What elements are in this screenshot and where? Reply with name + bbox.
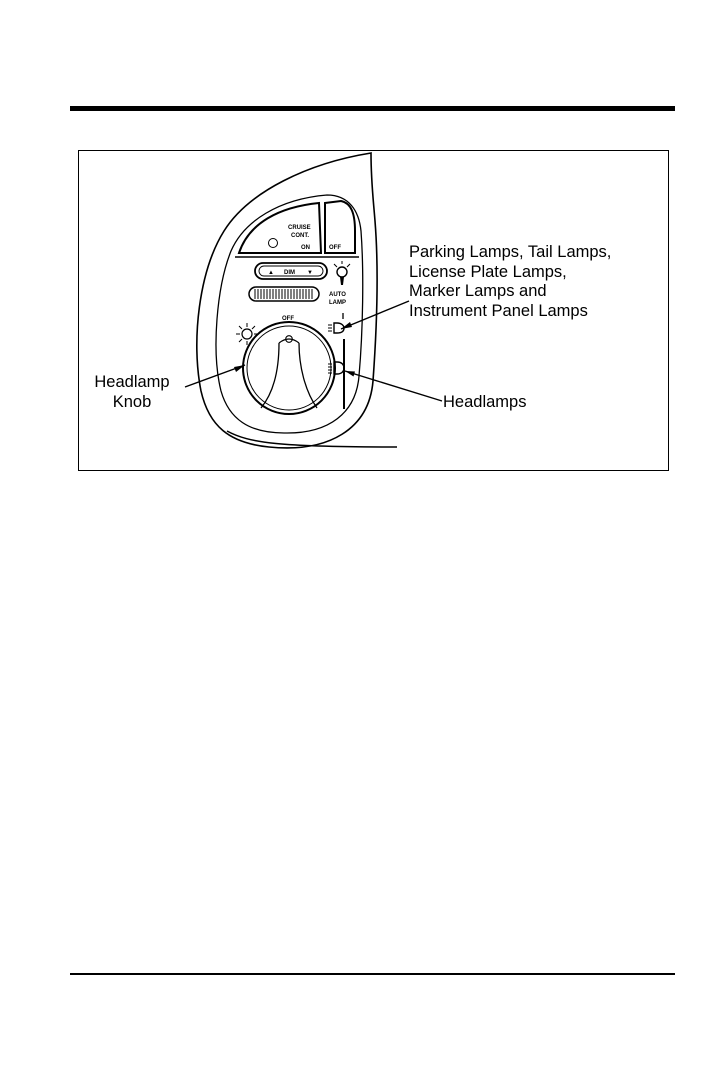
knob-off-label: OFF xyxy=(282,316,294,322)
cruise-label-1: CRUISE xyxy=(288,225,311,231)
autolamp-label-1: AUTO xyxy=(329,292,346,298)
callout-leader-knob xyxy=(185,365,245,387)
callout-leader-headlamps xyxy=(345,371,442,401)
cruise-label-2: CONT. xyxy=(291,233,309,239)
footer-rule xyxy=(70,973,675,975)
autolamp-label-2: LAMP xyxy=(329,300,346,306)
dim-down-arrow: ▼ xyxy=(307,270,313,276)
callout-headlamp-knob: Headlamp Knob xyxy=(94,373,170,411)
callout-parking-lamps: Parking Lamps, Tail Lamps, License Plate Lamps, Marker Lamps and Instrument Panel Lamps xyxy=(409,243,612,320)
headlamp-control-figure xyxy=(78,150,669,471)
cruise-indicator-icon xyxy=(269,239,278,248)
dome-lamp-icon xyxy=(334,261,350,285)
dim-label: DIM xyxy=(284,270,295,276)
cruise-on-label: ON xyxy=(301,245,310,251)
callout-leader-parking xyxy=(341,301,409,329)
header-rule xyxy=(70,106,675,111)
dim-up-arrow: ▲ xyxy=(268,270,274,276)
callout-headlamps: Headlamps xyxy=(443,393,527,411)
cruise-off-label: OFF xyxy=(329,245,341,251)
